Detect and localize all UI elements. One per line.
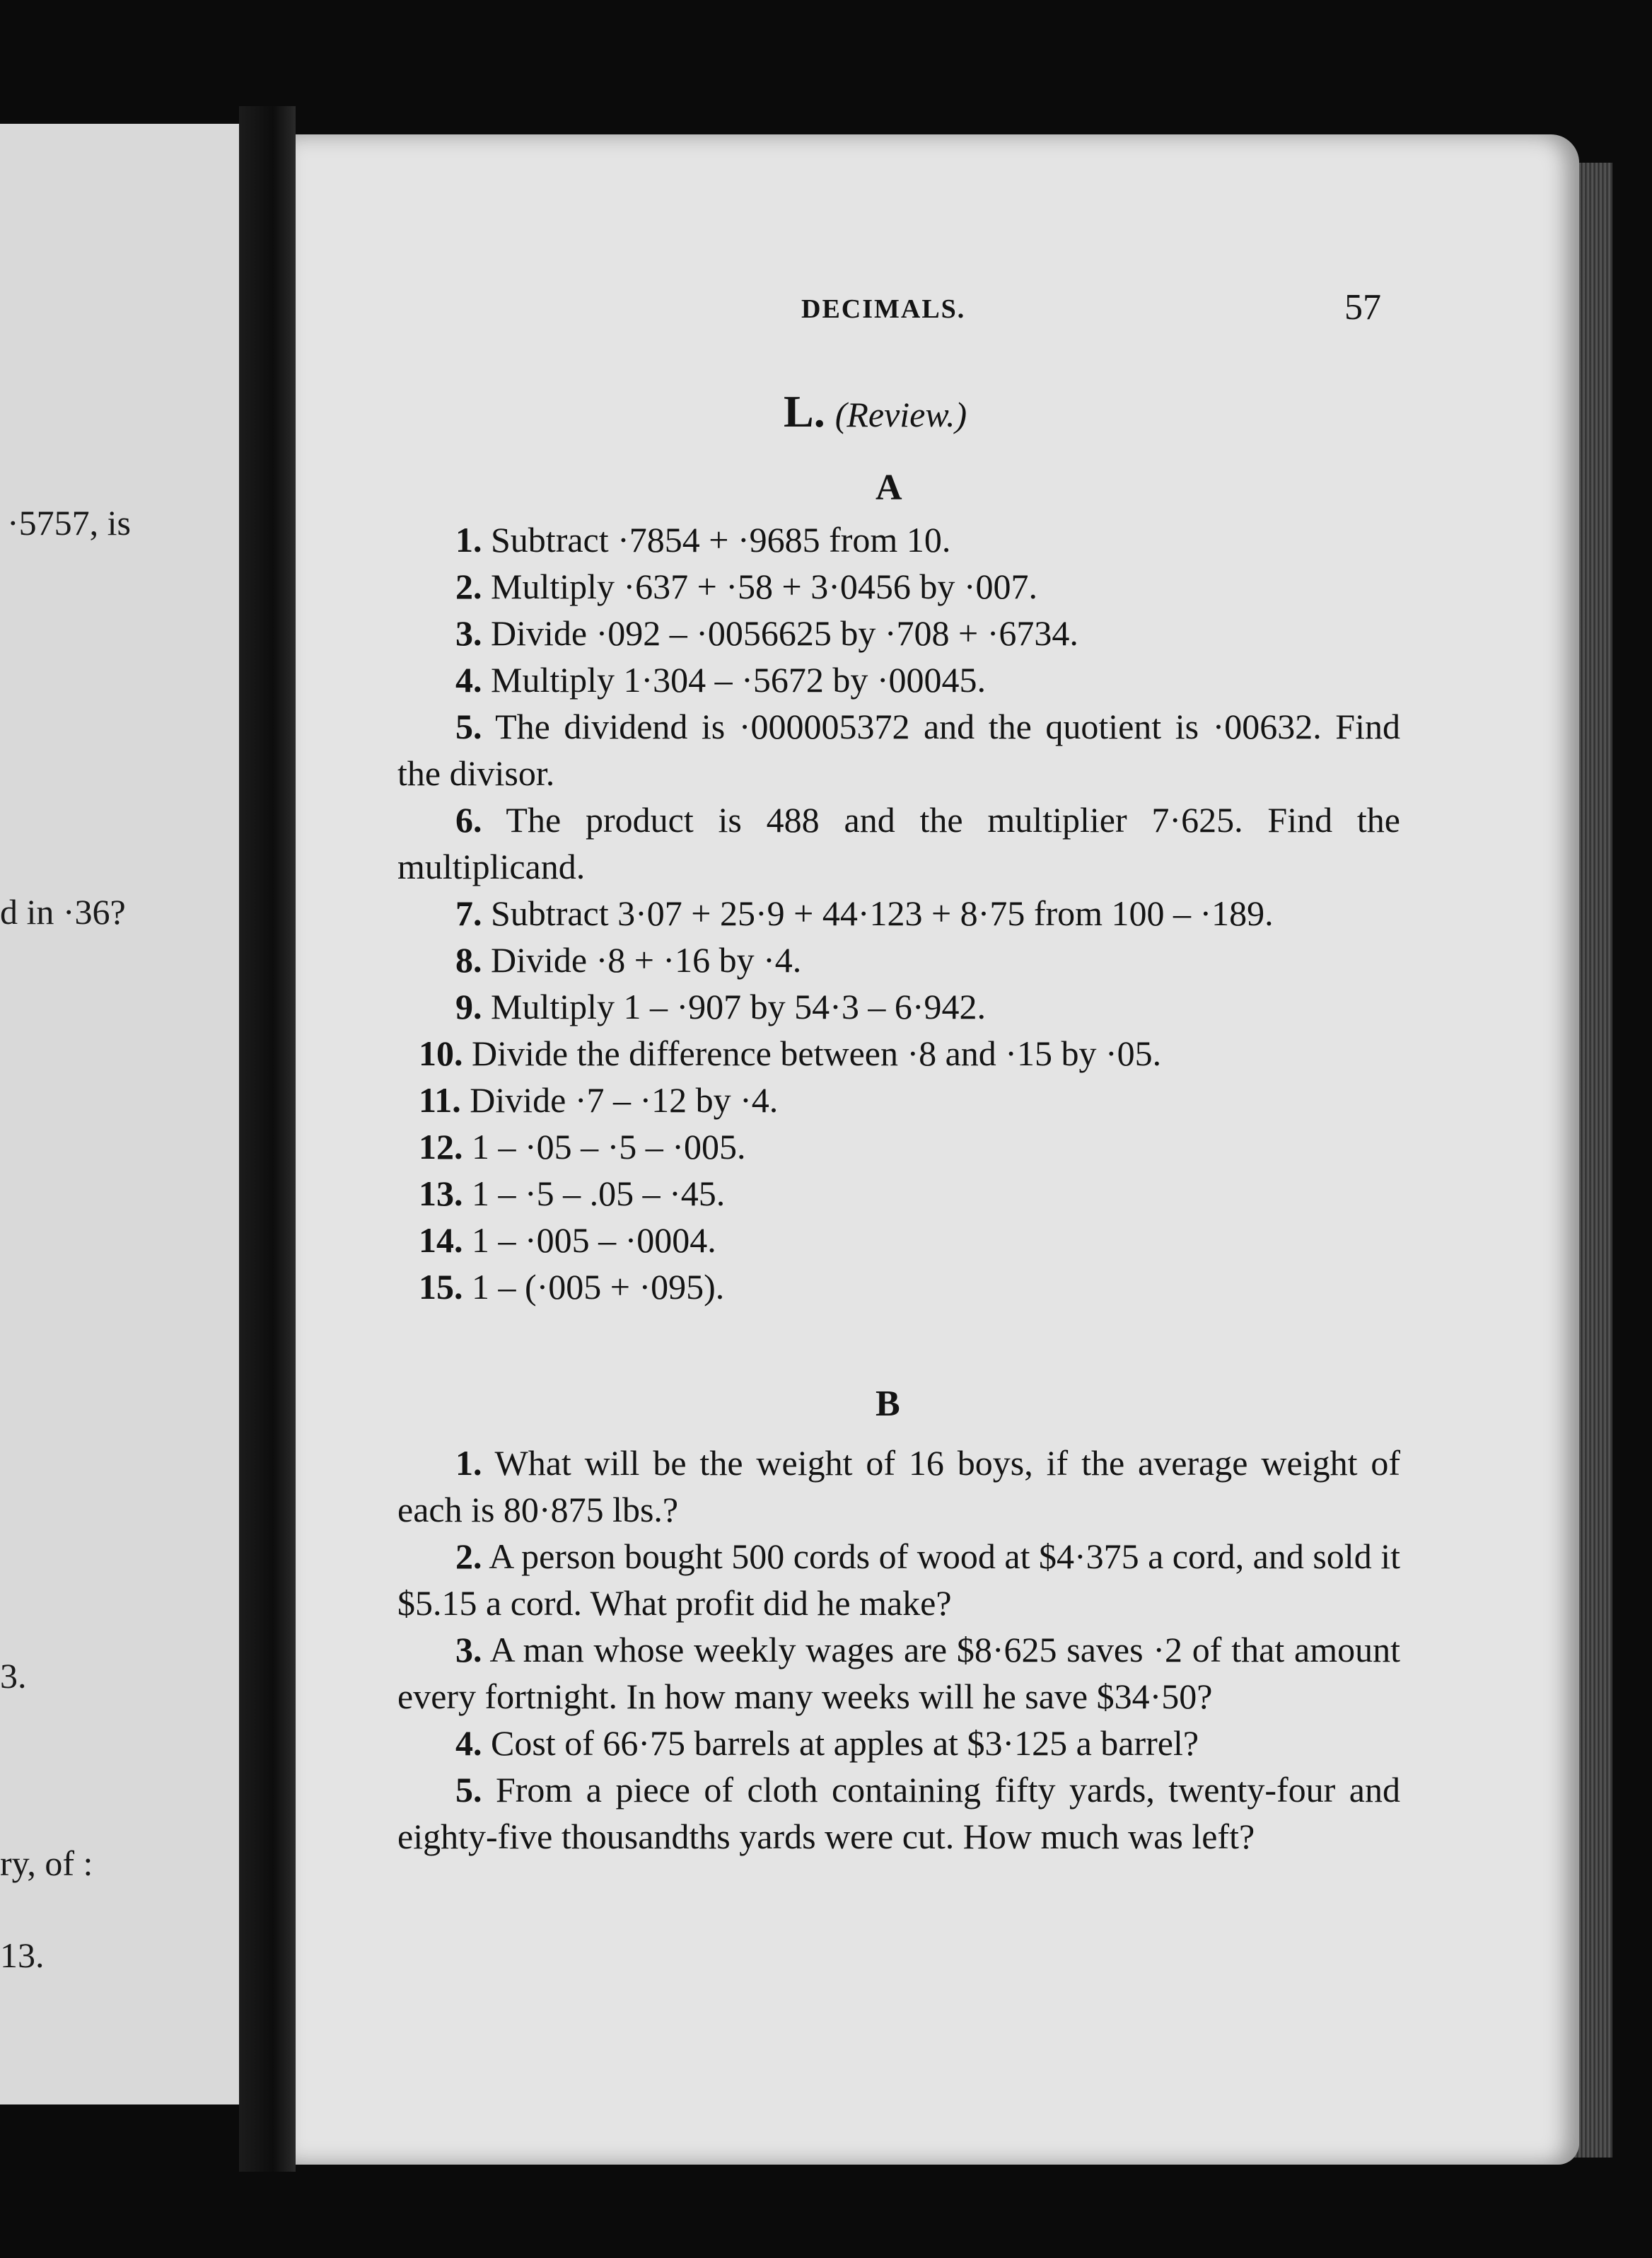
list-item: 12. 1 – ·05 – ·5 – ·005. <box>419 1127 746 1166</box>
book-gutter <box>239 106 296 2172</box>
list-item: 5. The dividend is ·000005372 and the quotient is ·00632. Find the divisor. <box>397 707 1400 793</box>
list-item: 2. Multiply ·637 + ·58 + 3·0456 by ·007. <box>455 567 1038 606</box>
list-item: 11. Divide ·7 – ·12 by ·4. <box>419 1080 779 1120</box>
list-item: 7. Subtract 3·07 + 25·9 + 44·123 + 8·75 from 100 – ·189. <box>455 893 1274 933</box>
part-b-heading: B <box>876 1384 900 1424</box>
list-item: 3. A man whose weekly wages are $8·625 saves ·2 of that amount every fortnight. In how many weeks will he save $34·50? <box>397 1630 1400 1716</box>
book-page <box>296 134 1579 2165</box>
section-title <box>784 386 967 438</box>
list-item: 4. Cost of 66·75 barrels at apples at $3·125 a barrel? <box>455 1723 1199 1763</box>
list-item: 6. The product is 488 and the multiplier 7·625. Find the multiplicand. <box>397 800 1400 886</box>
part-a-list <box>397 516 1400 1310</box>
page-edges <box>1574 163 1612 2158</box>
left-fragment-2: d in ·36? <box>0 892 126 932</box>
list-item: 4. Multiply 1·304 – ·5672 by ·00045. <box>455 660 986 700</box>
list-item: 5. From a piece of cloth containing fifty yards, twenty-four and eighty-five thousandths yards were cut. How much was left? <box>397 1770 1400 1856</box>
list-item: 9. Multiply 1 – ·907 by 54·3 – 6·942. <box>455 987 986 1026</box>
list-item: 14. 1 – ·005 – ·0004. <box>419 1220 716 1260</box>
left-fragment-4: ry, of : <box>0 1843 93 1883</box>
list-item: 15. 1 – (·005 + ·095). <box>419 1267 725 1307</box>
page-number: 57 <box>1344 287 1381 328</box>
list-item: 13. 1 – ·5 – .05 – ·45. <box>419 1174 726 1213</box>
section-subtitle: (Review.) <box>834 395 967 434</box>
section-letter: L. <box>784 386 825 436</box>
left-fragment-1: ·5757, is <box>7 503 131 543</box>
part-b-list <box>397 1440 1400 1860</box>
left-fragment-3: 3. <box>0 1656 27 1696</box>
list-item: 1. What will be the weight of 16 boys, if the average weight of each is 80·875 lbs.? <box>397 1443 1400 1529</box>
previous-page <box>0 124 248 2104</box>
list-item: 1. Subtract ·7854 + ·9685 from 10. <box>455 520 951 560</box>
left-fragment-5: 13. <box>0 1935 45 1975</box>
page-header <box>296 287 1579 336</box>
part-a-heading: A <box>876 468 902 508</box>
list-item: 3. Divide ·092 – ·0056625 by ·708 + ·6734. <box>455 613 1078 653</box>
running-head: DECIMALS. <box>801 294 966 324</box>
list-item: 8. Divide ·8 + ·16 by ·4. <box>455 940 802 980</box>
list-item: 10. Divide the difference between ·8 and ·15 by ·05. <box>419 1034 1162 1073</box>
list-item: 2. A person bought 500 cords of wood at $4·375 a cord, and sold it $5.15 a cord. What profit did he make? <box>397 1536 1400 1623</box>
